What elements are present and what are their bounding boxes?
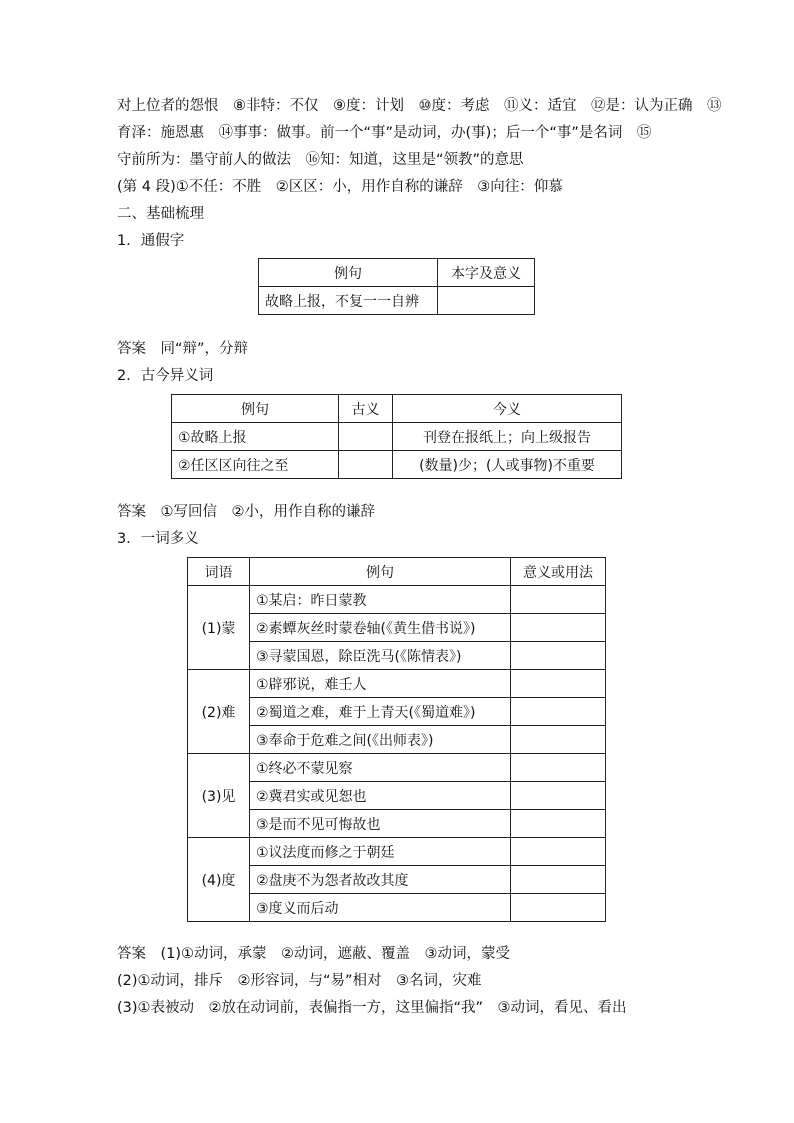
tongjia-heading: 1．通假字 bbox=[117, 233, 185, 249]
duoyi-answer-line-1: 答案 (1)①动词，承蒙 ②动词，遮蔽、覆盖 ③动词，蒙受 bbox=[117, 946, 511, 962]
meaning-cell bbox=[511, 670, 606, 698]
meaning-cell bbox=[511, 698, 606, 726]
meaning-cell bbox=[511, 614, 606, 642]
sentence-cell: ②蜀道之难，难于上青天(《蜀道难》) bbox=[250, 698, 511, 726]
table-header: 本字及意义 bbox=[438, 259, 535, 287]
sentence-cell: ②素蟫灰丝时蒙卷轴(《黄生借书说》) bbox=[250, 614, 511, 642]
sentence-cell: ②盘庚不为怨者故改其度 bbox=[250, 866, 511, 894]
sentence-cell: ③是而不见可悔故也 bbox=[250, 810, 511, 838]
sentence-cell: ③寻蒙国恩，除臣洗马(《陈情表》) bbox=[250, 642, 511, 670]
word-cell: (1)蒙 bbox=[188, 586, 250, 670]
table-cell bbox=[438, 287, 535, 315]
gujin-heading: 2．古今异义词 bbox=[117, 368, 214, 384]
table-cell: (数量)少；(人或事物)不重要 bbox=[393, 451, 622, 479]
gujin-answer: 答案 ①写回信 ②小，用作自称的谦辞 bbox=[117, 504, 375, 520]
sentence-cell: ①议法度而修之于朝廷 bbox=[250, 838, 511, 866]
duoyi-answer-line-2: (2)①动词，排斥 ②形容词，与“易”相对 ③名词，灾难 bbox=[117, 973, 482, 989]
table-header: 意义或用法 bbox=[511, 558, 606, 586]
sentence-cell: ①某启：昨日蒙教 bbox=[250, 586, 511, 614]
table-header: 词语 bbox=[188, 558, 250, 586]
word-cell: (3)见 bbox=[188, 754, 250, 838]
note-line-3: 守前所为：墨守前人的做法 ⑯知：知道，这里是“领教”的意思 bbox=[117, 152, 524, 168]
meaning-cell bbox=[511, 866, 606, 894]
note-line-2: 育泽：施恩惠 ⑭事事：做事。前一个“事”是动词，办(事)；后一个“事”是名词 ⑮ bbox=[117, 125, 652, 141]
sentence-cell: ③奉命于危难之间(《出师表》) bbox=[250, 726, 511, 754]
section-title: 二、基础梳理 bbox=[117, 206, 204, 222]
meaning-cell bbox=[511, 586, 606, 614]
word-cell: (4)度 bbox=[188, 838, 250, 922]
duoyi-heading: 3．一词多义 bbox=[117, 531, 199, 547]
meaning-cell bbox=[511, 810, 606, 838]
sentence-cell: ①终必不蒙见察 bbox=[250, 754, 511, 782]
table-header: 例句 bbox=[259, 259, 438, 287]
meaning-cell bbox=[511, 894, 606, 922]
note-line-4: (第 4 段)①不任：不胜 ②区区：小，用作自称的谦辞 ③向往：仰慕 bbox=[117, 179, 563, 195]
table-header: 古义 bbox=[339, 395, 393, 423]
sentence-cell: ③度义而后动 bbox=[250, 894, 511, 922]
meaning-cell bbox=[511, 754, 606, 782]
table-cell: 故略上报，不复一一自辨 bbox=[259, 287, 438, 315]
meaning-cell bbox=[511, 782, 606, 810]
tongjia-answer: 答案 同“辩”，分辩 bbox=[117, 341, 249, 357]
table-cell: ②任区区向往之至 bbox=[172, 451, 339, 479]
duoyi-answer-line-3: (3)①表被动 ②放在动词前，表偏指一方，这里偏指“我” ③动词，看见、看出 bbox=[117, 1000, 627, 1016]
meaning-cell bbox=[511, 642, 606, 670]
table-header: 例句 bbox=[250, 558, 511, 586]
table-header: 今义 bbox=[393, 395, 622, 423]
meaning-cell bbox=[511, 726, 606, 754]
sentence-cell: ①辟邪说，难壬人 bbox=[250, 670, 511, 698]
table-cell: 刊登在报纸上；向上级报告 bbox=[393, 423, 622, 451]
table-cell bbox=[339, 451, 393, 479]
tongjia-table bbox=[258, 258, 535, 315]
gujin-table bbox=[171, 394, 622, 479]
note-line-1: 对上位者的怨恨 ⑧非特：不仅 ⑨度：计划 ⑩度：考虑 ⑪义：适宜 ⑫是：认为正确 ⑬ bbox=[117, 98, 722, 114]
table-header: 例句 bbox=[172, 395, 339, 423]
word-cell: (2)难 bbox=[188, 670, 250, 754]
table-cell: ①故略上报 bbox=[172, 423, 339, 451]
sentence-cell: ②冀君实或见恕也 bbox=[250, 782, 511, 810]
table-cell bbox=[339, 423, 393, 451]
meaning-cell bbox=[511, 838, 606, 866]
duoyi-table bbox=[187, 557, 606, 922]
